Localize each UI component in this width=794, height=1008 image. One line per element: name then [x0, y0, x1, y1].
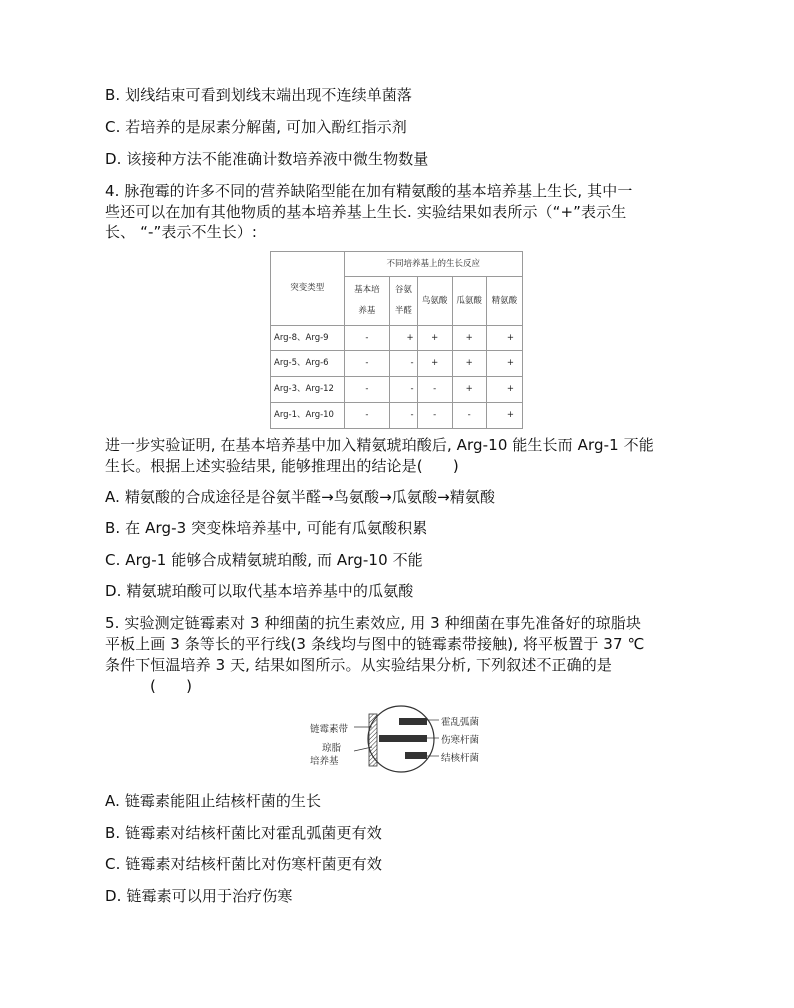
table-row: Arg-8、Arg-9 - + + + +	[271, 326, 523, 351]
growth-table	[270, 251, 523, 429]
table-row: Arg-5、Arg-6 - - + + +	[271, 351, 523, 377]
tb-streak	[405, 752, 427, 759]
cholera-streak	[399, 718, 427, 725]
q5-stem-line1: 5. 实验测定链霉素对 3 种细菌的抗生素效应, 用 3 种细菌在事先准备好的琼脂块	[105, 614, 641, 632]
q5-option-a: A. 链霉素能阻止结核杆菌的生长	[105, 792, 322, 810]
col-header-ornithine: 鸟氨酸	[417, 277, 452, 326]
table-row: Arg-1、Arg-10 - - - - +	[271, 403, 523, 429]
q3-option-c: C. 若培养的是尿素分解菌, 可加入酚红指示剂	[105, 118, 407, 136]
streptomycin-strip	[369, 714, 377, 766]
agar-label-line1: 琼脂	[322, 743, 342, 754]
q3-option-b: B. 划线结束可看到划线末端出现不连续单菌落	[105, 86, 413, 104]
col-header-citrulline: 瓜氨酸	[452, 277, 486, 326]
q4-option-c: C. Arg-1 能够合成精氨琥珀酸, 而 Arg-10 不能	[105, 551, 423, 569]
col-header-arginine: 精氨酸	[486, 277, 522, 326]
agar-label-line2: 培养基	[310, 756, 339, 767]
q4-option-a: A. 精氨酸的合成途径是谷氨半醛→鸟氨酸→瓜氨酸→精氨酸	[105, 488, 496, 506]
strip-label: 链霉素带	[310, 724, 349, 735]
table-row: Arg-3、Arg-12 - - - + +	[271, 377, 523, 403]
q5-option-b: B. 链霉素对结核杆菌比对霍乱弧菌更有效	[105, 824, 382, 842]
group-header: 不同培养基上的生长反应	[344, 252, 522, 277]
q4-option-b: B. 在 Arg-3 突变株培养基中, 可能有瓜氨酸积累	[105, 519, 428, 537]
type-header: 突变类型	[271, 252, 345, 326]
q4-stem-line1: 4. 脉孢霉的许多不同的营养缺陷型能在加有精氨酸的基本培养基上生长, 其中一	[105, 182, 633, 200]
typhoid-streak	[379, 735, 427, 742]
typhoid-label: 伤寒杆菌	[441, 735, 480, 746]
q5-stem-blank: ( )	[150, 677, 193, 695]
cholera-label: 霍乱弧菌	[441, 717, 480, 728]
col-header-basic: 基本培 养基	[344, 277, 390, 326]
agar-plate-diagram	[308, 703, 498, 775]
q5-stem-line2: 平板上画 3 条等长的平行线(3 条线均与图中的链霉素带接触), 将平板置于 37 ℃	[105, 635, 645, 653]
q4-stem-line2: 些还可以在加有其他物质的基本培养基上生长. 实验结果如表所示（“+”表示生	[105, 203, 627, 221]
q4-after-line1: 进一步实验证明, 在基本培养基中加入精氨琥珀酸后, Arg-10 能生长而 Arg-1 不能	[105, 436, 654, 454]
q3-option-d: D. 该接种方法不能准确计数培养液中微生物数量	[105, 150, 429, 168]
q4-option-d: D. 精氨琥珀酸可以取代基本培养基中的瓜氨酸	[105, 582, 414, 600]
q4-after-line2: 生长。根据上述实验结果, 能够推理出的结论是( )	[105, 457, 459, 475]
q5-stem-line3: 条件下恒温培养 3 天, 结果如图所示。从实验结果分析, 下列叙述不正确的是	[105, 656, 612, 674]
q4-stem-line3: 长、 “-”表示不生长）:	[105, 223, 258, 241]
col-header-glutamic-semialdehyde: 谷氨 半醛	[390, 277, 417, 326]
q5-option-d: D. 链霉素可以用于治疗伤寒	[105, 887, 293, 905]
q5-option-c: C. 链霉素对结核杆菌比对伤寒杆菌更有效	[105, 855, 383, 873]
tb-label: 结核杆菌	[441, 753, 480, 764]
